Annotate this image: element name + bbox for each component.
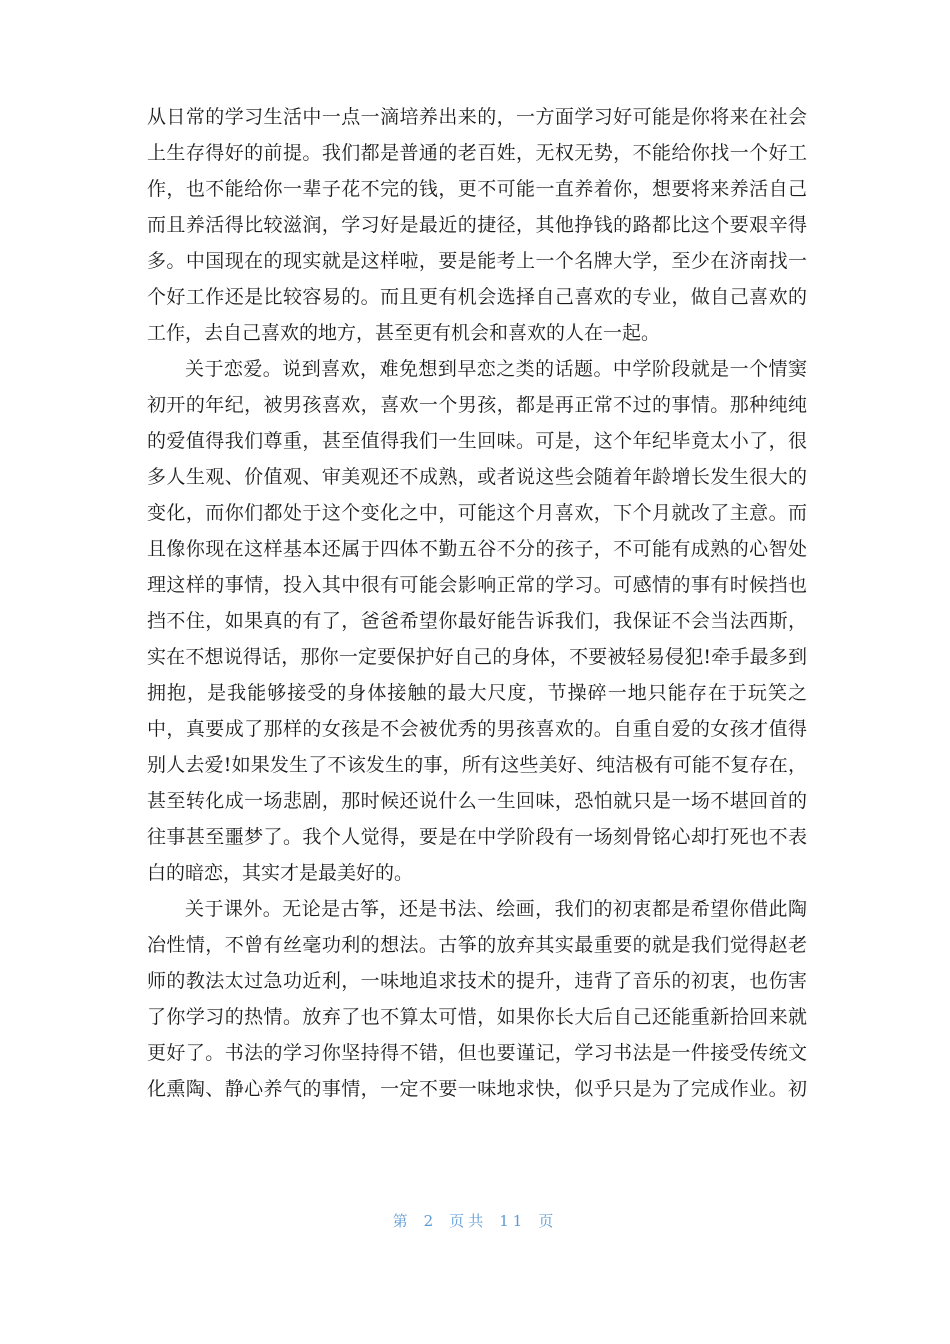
text-line: 多。中国现在的现实就是这样啦，要是能考上一个名牌大学，至少在济南找一: [147, 250, 807, 272]
text-line: 别人去爱!如果发生了不该发生的事，所有这些美好、纯洁极有可能不复存在，: [147, 754, 807, 776]
footer-suffix: 页: [538, 1212, 558, 1230]
footer-total-pages: 11: [499, 1212, 527, 1230]
document-body: [147, 99, 807, 1107]
page-footer: [0, 1210, 950, 1231]
text-line: 关于恋爱。说到喜欢，难免想到早恋之类的话题。中学阶段就是一个情窦: [185, 358, 807, 380]
text-line: 挡不住，如果真的有了，爸爸希望你最好能告诉我们，我保证不会当法西斯，: [147, 610, 807, 632]
text-line: 化熏陶、静心养气的事情，一定不要一味地求快，似乎只是为了完成作业。初: [147, 1078, 807, 1100]
text-line: 往事甚至噩梦了。我个人觉得，要是在中学阶段有一场刻骨铭心却打死也不表: [147, 826, 807, 848]
footer-middle: 页共: [449, 1212, 488, 1230]
text-line: 理这样的事情，投入其中很有可能会影响正常的学习。可感情的事有时候挡也: [147, 574, 807, 596]
text-line: 中，真要成了那样的女孩是不会被优秀的男孩喜欢的。自重自爱的女孩才值得: [147, 718, 807, 740]
text-line: 师的教法太过急功近利，一味地追求技术的提升，违背了音乐的初衷，也伤害: [147, 970, 807, 992]
text-line: 个好工作还是比较容易的。而且更有机会选择自己喜欢的专业，做自己喜欢的: [147, 286, 807, 308]
text-line: 作，也不能给你一辈子花不完的钱，更不可能一直养着你，想要将来养活自己: [147, 178, 807, 200]
text-line: 白的暗恋，其实才是最美好的。: [147, 862, 414, 884]
text-line: 从日常的学习生活中一点一滴培养出来的，一方面学习好可能是你将来在社会: [147, 106, 807, 128]
text-line: 冶性情，不曾有丝毫功利的想法。古筝的放弃其实最重要的就是我们觉得赵老: [147, 934, 807, 956]
text-line: 上生存得好的前提。我们都是普通的老百姓，无权无势，不能给你找一个好工: [147, 142, 807, 164]
footer-current-page: 2: [423, 1212, 438, 1230]
text-line: 而且养活得比较滋润，学习好是最近的捷径，其他挣钱的路都比这个要艰辛得: [147, 214, 807, 236]
text-line: 多人生观、价值观、审美观还不成熟，或者说这些会随着年龄增长发生很大的: [147, 466, 807, 488]
text-line: 甚至转化成一场悲剧，那时候还说什么一生回味，恐怕就只是一场不堪回首的: [147, 790, 807, 812]
text-line: 的爱值得我们尊重，甚至值得我们一生回味。可是，这个年纪毕竟太小了，很: [147, 430, 807, 452]
text-line: 变化，而你们都处于这个变化之中，可能这个月喜欢，下个月就改了主意。而: [147, 502, 807, 524]
text-line: 工作，去自己喜欢的地方，甚至更有机会和喜欢的人在一起。: [147, 322, 661, 344]
text-line: 初开的年纪，被男孩喜欢，喜欢一个男孩，都是再正常不过的事情。那种纯纯: [147, 394, 807, 416]
text-line: 拥抱，是我能够接受的身体接触的最大尺度，节操碎一地只能存在于玩笑之: [147, 682, 807, 704]
footer-prefix: 第: [392, 1212, 412, 1230]
text-line: 且像你现在这样基本还属于四体不勤五谷不分的孩子，不可能有成熟的心智处: [147, 538, 807, 560]
text-line: 更好了。书法的学习你坚持得不错，但也要谨记，学习书法是一件接受传统文: [147, 1042, 807, 1064]
text-line: 关于课外。无论是古筝，还是书法、绘画，我们的初衷都是希望你借此陶: [185, 898, 807, 920]
text-line: 了你学习的热情。放弃了也不算太可惜，如果你长大后自己还能重新拾回来就: [147, 1006, 807, 1028]
text-line: 实在不想说得话，那你一定要保护好自己的身体，不要被轻易侵犯!牵手最多到: [147, 646, 807, 668]
